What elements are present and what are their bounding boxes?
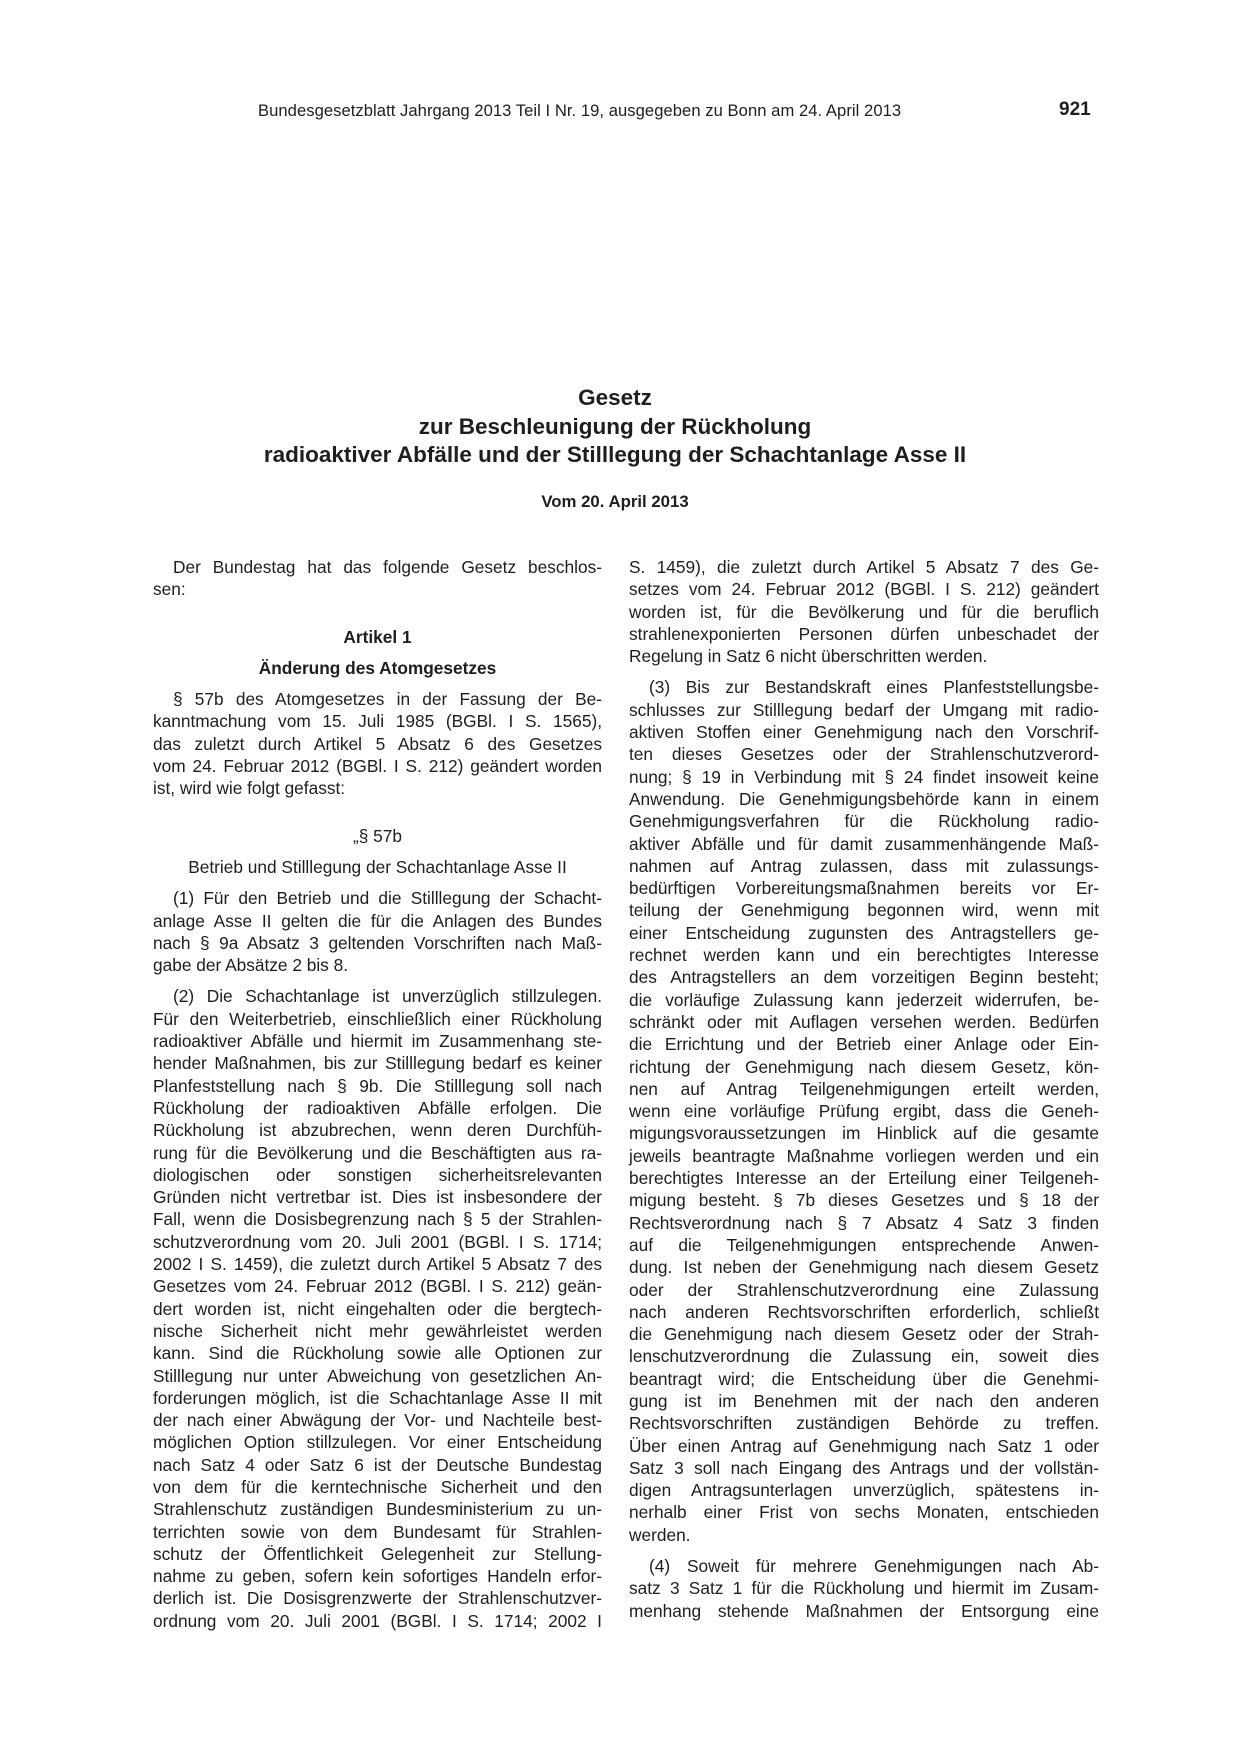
text-line: beantragt wird; die Entscheidung über die Genehmi- bbox=[629, 1368, 1099, 1389]
text-line: (1) Für den Betrieb und die Stilllegung der Schacht- bbox=[173, 888, 602, 909]
paragraph-4 bbox=[629, 1555, 1099, 1622]
text-line: oder der Strahlenschutzverordnung eine Zulassung bbox=[629, 1279, 1099, 1300]
text-line: Rückholung ist abzubrechen, wenn deren Durchfüh- bbox=[153, 1120, 602, 1141]
paragraph-2-continued bbox=[629, 556, 1099, 667]
text-line: menhang stehende Maßnahmen der Entsorgung eine bbox=[629, 1600, 1099, 1621]
law-date: Vom 20. April 2013 bbox=[541, 492, 689, 511]
text-line: sen: bbox=[153, 579, 186, 600]
text-line: rechnet werden kann und ein berechtigtes Interesse bbox=[629, 945, 1099, 966]
text-line: rung für die Bevölkerung und die Beschäftigten aus ra- bbox=[153, 1142, 602, 1163]
text-line: Gesetzes vom 24. Februar 2012 (BGBl. I S. 212) geän- bbox=[153, 1276, 602, 1297]
text-line: setzes vom 24. Februar 2012 (BGBl. I S. 212) geändert bbox=[629, 579, 1099, 600]
text-line: nahme zu geben, sofern kein sofortiges Handeln erfor- bbox=[153, 1566, 602, 1587]
text-line: anlage Asse II gelten die für die Anlagen des Bundes bbox=[153, 910, 602, 931]
text-line: Strahlenschutz zuständigen Bundesministerium zu un- bbox=[153, 1499, 602, 1520]
text-line: nach anderen Rechtsvorschriften erforderlich, schließt bbox=[629, 1301, 1099, 1322]
text-line: ist, wird wie folgt gefasst: bbox=[153, 778, 346, 799]
text-line: werden. bbox=[629, 1524, 691, 1545]
right-column bbox=[629, 556, 1099, 1622]
title-line: Gesetz bbox=[578, 385, 652, 410]
text-line: S. 1459), die zuletzt durch Artikel 5 Absatz 7 des Ge- bbox=[629, 557, 1099, 577]
text-line: bedürftigen Vorbereitungsmaßnahmen bereits vor Er- bbox=[629, 878, 1099, 899]
text-line: (4) Soweit für mehrere Genehmigungen nach Ab- bbox=[649, 1556, 1099, 1577]
text-line: 2002 I S. 1459), die zuletzt durch Artikel 5 Absatz 7 des bbox=[153, 1254, 602, 1275]
text-line: nische Sicherheit nicht mehr gewährleistet werden bbox=[153, 1320, 602, 1341]
text-line: auf die Teilgenehmigungen entsprechende Anwen- bbox=[629, 1234, 1099, 1255]
text-line: satz 3 Satz 1 für die Rückholung und hiermit im Zusam- bbox=[629, 1578, 1099, 1599]
text-line: von dem für die kerntechnische Sicherheit und den bbox=[153, 1476, 602, 1497]
section-number: „§ 57b bbox=[352, 825, 402, 846]
text-line: wenn eine vorläufige Prüfung ergibt, dass die Geneh- bbox=[629, 1101, 1099, 1122]
law-title bbox=[120, 384, 1110, 470]
text-line: ten dieses Gesetzes oder der Strahlenschutzverord- bbox=[629, 744, 1099, 765]
page-number: 921 bbox=[1059, 99, 1091, 120]
text-line: Rechtsvorschriften zuständigen Behörde zu treffen. bbox=[629, 1413, 1099, 1434]
text-line: Der Bundestag hat das folgende Gesetz beschlos- bbox=[173, 557, 602, 577]
text-line: nung; § 19 in Verbindung mit § 24 findet insoweit keine bbox=[629, 766, 1099, 787]
paragraph-2 bbox=[153, 985, 602, 1632]
text-line: jeweils beantragte Maßnahme vorliegen werden und ein bbox=[629, 1145, 1099, 1166]
paragraph-1 bbox=[153, 887, 602, 976]
text-line: Für den Weiterbetrieb, einschließlich einer Rückholung bbox=[153, 1008, 602, 1029]
text-line: migungsvoraussetzungen im Hinblick auf die gesamte bbox=[629, 1123, 1099, 1144]
text-line: Rückholung der radioaktiven Abfälle erfolgen. Die bbox=[153, 1097, 602, 1118]
text-line: vom 24. Februar 2012 (BGBl. I S. 212) geändert worden bbox=[153, 756, 602, 777]
running-head: Bundesgesetzblatt Jahrgang 2013 Teil I Nr. 19, ausgegeben zu Bonn am 24. April 2013 bbox=[258, 101, 902, 120]
text-line: berechtigtes Interesse an der Erteilung einer Teilgeneh- bbox=[629, 1168, 1099, 1189]
text-line: schutz der Öffentlichkeit Gelegenheit zur Stellung- bbox=[153, 1543, 602, 1564]
text-line: Satz 3 soll nach Eingang des Antrags und der vollstän- bbox=[629, 1457, 1099, 1478]
text-line: schränkt oder mit Auflagen versehen werden. Bedürfen bbox=[629, 1011, 1099, 1032]
text-line: die vorläufige Zulassung kann jederzeit widerrufen, be- bbox=[629, 989, 1099, 1010]
paragraph-3 bbox=[629, 676, 1099, 1546]
title-line: radioaktiver Abfälle und der Stilllegung der Schachtanlage Asse II bbox=[263, 442, 967, 467]
text-line: radioaktiver Abfälle und hiermit im Zusammenhang ste- bbox=[153, 1031, 602, 1052]
title-line: zur Beschleunigung der Rückholung bbox=[418, 413, 812, 439]
text-line: § 57b des Atomgesetzes in der Fassung der Be- bbox=[173, 689, 602, 710]
text-line: nahmen auf Antrag zulassen, dass mit zulassungs- bbox=[629, 855, 1099, 876]
text-line: hender Maßnahmen, bis zur Stilllegung bedarf es keiner bbox=[153, 1053, 602, 1074]
text-line: migung besteht. § 7b dieses Gesetzes und § 18 der bbox=[629, 1190, 1099, 1211]
text-line: ordnung vom 20. Juli 2001 (BGBl. I S. 1714; 2002 I bbox=[153, 1610, 602, 1631]
text-line: nach § 9a Absatz 3 geltenden Vorschriften nach Maß- bbox=[153, 932, 602, 953]
text-line: Gründen nicht vertretbar ist. Dies ist insbesondere der bbox=[153, 1187, 602, 1208]
text-line: nen auf Antrag Teilgenehmigungen erteilt werden, bbox=[629, 1078, 1099, 1099]
text-line: Über einen Antrag auf Genehmigung nach Satz 1 oder bbox=[629, 1435, 1099, 1456]
article-intro bbox=[153, 688, 602, 799]
text-line: gung ist im Benehmen mit der nach den anderen bbox=[629, 1390, 1099, 1411]
text-line: gabe der Absätze 2 bis 8. bbox=[153, 955, 349, 976]
text-line: Planfeststellung nach § 9b. Die Stilllegung soll nach bbox=[153, 1075, 602, 1096]
text-line: aktiver Abfälle und für damit zusammenhängende Maß- bbox=[629, 833, 1099, 854]
left-column bbox=[153, 556, 602, 1632]
preamble bbox=[153, 556, 602, 601]
text-line: forderungen möglich, ist die Schachtanlage Asse II mit bbox=[153, 1387, 602, 1408]
text-line: Regelung in Satz 6 nicht überschritten werden. bbox=[629, 646, 988, 667]
text-line: dert worden ist, nicht eingehalten oder die bergtech- bbox=[153, 1298, 602, 1319]
text-line: Anwendung. Die Genehmigungsbehörde kann in einem bbox=[629, 788, 1099, 809]
text-line: nach Satz 4 oder Satz 6 ist der Deutsche Bundestag bbox=[153, 1454, 602, 1475]
text-line: strahlenexponierten Personen dürfen unbeschadet der bbox=[629, 623, 1099, 644]
text-line: richtung der Genehmigung nach diesem Gesetz, kön- bbox=[629, 1056, 1099, 1077]
text-line: des Antragstellers an dem vorzeitigen Beginn besteht; bbox=[629, 967, 1099, 988]
text-line: aktiven Stoffen einer Genehmigung nach den Vorschrif- bbox=[629, 722, 1099, 743]
text-line: Fall, wenn die Dosisbegrenzung nach § 5 der Strahlen- bbox=[153, 1209, 602, 1230]
text-line: Stilllegung nur unter Abweichung von gesetzlichen An- bbox=[153, 1365, 602, 1386]
article-heading: Artikel 1 bbox=[343, 626, 412, 647]
text-line: worden ist, für die Bevölkerung und für die beruflich bbox=[629, 601, 1099, 622]
text-line: einer Entscheidung zugunsten des Antragstellers ge- bbox=[629, 922, 1099, 943]
text-line: dung. Ist neben der Genehmigung nach diesem Gesetz bbox=[629, 1257, 1099, 1278]
text-line: (2) Die Schachtanlage ist unverzüglich stillzulegen. bbox=[173, 986, 602, 1007]
article-title: Änderung des Atomgesetzes bbox=[258, 657, 497, 678]
text-line: nerhalb einer Frist von sechs Monaten, entschieden bbox=[629, 1502, 1099, 1523]
text-line: kann. Sind die Rückholung sowie alle Optionen zur bbox=[153, 1343, 602, 1364]
section-title: Betrieb und Stilllegung der Schachtanlage Asse II bbox=[188, 856, 567, 877]
text-line: das zuletzt durch Artikel 5 Absatz 6 des Gesetzes bbox=[153, 733, 602, 754]
text-line: möglichen Option stillzulegen. Vor einer Entscheidung bbox=[153, 1432, 602, 1453]
text-line: digen Antragsunterlagen unverzüglich, spätestens in- bbox=[629, 1480, 1099, 1501]
text-line: lenschutzverordnung die Zulassung ein, soweit dies bbox=[629, 1346, 1099, 1367]
text-line: kanntmachung vom 15. Juli 1985 (BGBl. I S. 1565), bbox=[153, 711, 602, 732]
text-line: diologischen oder sonstigen sicherheitsrelevanten bbox=[153, 1164, 602, 1185]
text-line: (3) Bis zur Bestandskraft eines Planfeststellungsbe- bbox=[649, 677, 1099, 698]
text-line: die Genehmigung nach diesem Gesetz oder der Strah- bbox=[629, 1324, 1099, 1345]
text-line: schutzverordnung vom 20. Juli 2001 (BGBl. I S. 1714; bbox=[153, 1231, 602, 1252]
text-line: Genehmigungsverfahren für die Rückholung radio- bbox=[629, 811, 1099, 832]
text-line: teilung der Genehmigung begonnen wird, wenn mit bbox=[629, 900, 1099, 921]
text-line: Rechtsverordnung nach § 7 Absatz 4 Satz 3 finden bbox=[629, 1212, 1099, 1233]
text-line: terrichten sowie von dem Bundesamt für Strahlen- bbox=[153, 1521, 602, 1542]
text-line: schlusses zur Stilllegung bedarf der Umgang mit radio- bbox=[629, 699, 1099, 720]
text-line: derlich ist. Die Dosisgrenzwerte der Strahlenschutzver- bbox=[153, 1588, 602, 1609]
text-line: der nach einer Abwägung der Vor- und Nachteile best- bbox=[153, 1410, 602, 1431]
text-line: die Errichtung und der Betrieb einer Anlage oder Ein- bbox=[629, 1034, 1099, 1055]
